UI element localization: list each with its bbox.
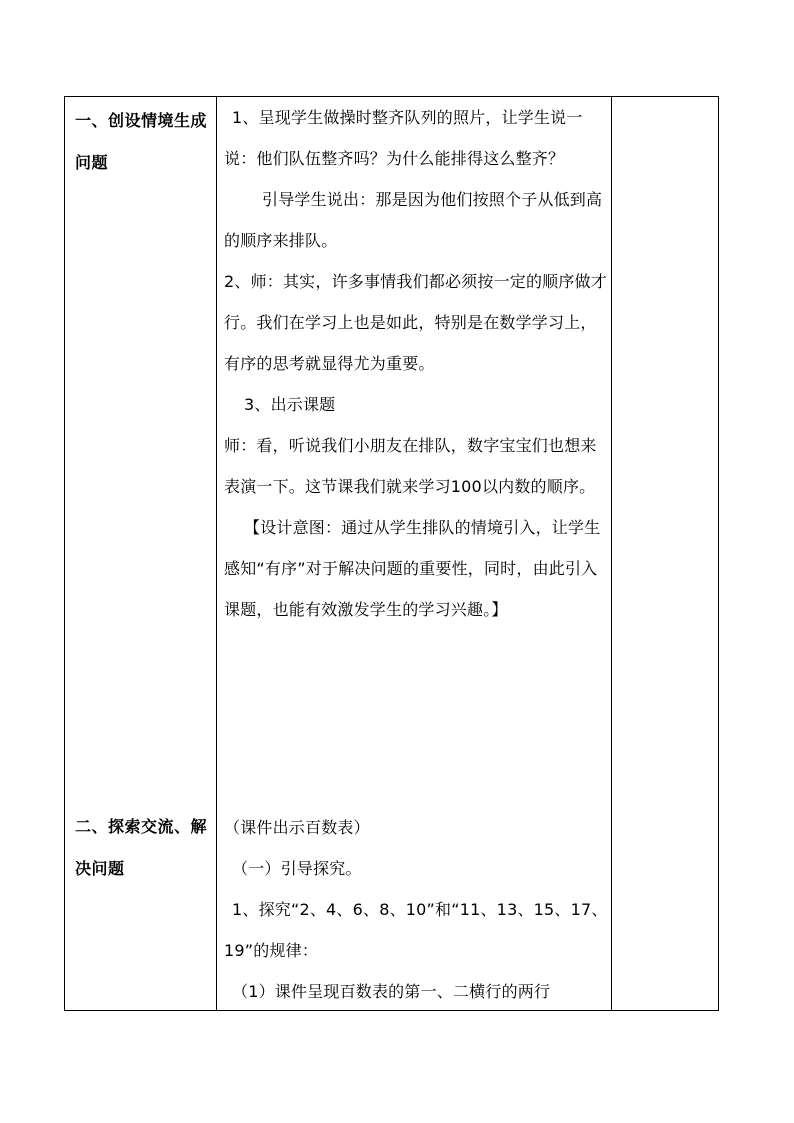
paragraph: 引导学生说出：那是因为他们按照个子从低到高的顺序来排队。 xyxy=(224,190,603,250)
paragraph: 1、呈现学生做操时整齐队列的照片，让学生说一说：他们队伍整齐吗？为什么能排得这么整齐？ xyxy=(224,108,583,168)
paragraph: 3、出示课题 xyxy=(244,395,336,414)
stage-title-exploration: 二、探索交流、解决问题 xyxy=(75,817,208,878)
paragraph: 师：看，听说我们小朋友在排队，数字宝宝们也想来表演一下。这节课我们就来学习100以内数的顺序。 xyxy=(224,436,597,496)
column-divider xyxy=(216,97,217,1010)
lesson-plan-table xyxy=(64,96,719,1011)
design-intent-note: 【设计意图：通过从学生排队的情境引入，让学生感知“有序”对于解决问题的重要性，同时，由此引入课题，也能有效激发学生的学习兴趣。】 xyxy=(224,518,601,619)
paragraph: （1）课件呈现百数表的第一、二横行的两行 xyxy=(232,982,551,1001)
paragraph: 1、探究“2、4、6、8、10”和“11、13、15、17、19”的规律： xyxy=(224,900,608,960)
paragraph: （一）引导探究。 xyxy=(232,859,362,878)
stage-content-exploration xyxy=(224,807,609,1012)
paragraph: （课件出示百数表） xyxy=(224,818,370,837)
stage-content-situation xyxy=(224,97,609,630)
paragraph: 2、师：其实，许多事情我们都必须按一定的顺序做才行。我们在学习上也是如此，特别是在数学学习上，有序的思考就显得尤为重要。 xyxy=(224,272,607,373)
stage-title-situation: 一、创设情境生成问题 xyxy=(75,111,208,172)
column-divider xyxy=(611,97,612,1010)
